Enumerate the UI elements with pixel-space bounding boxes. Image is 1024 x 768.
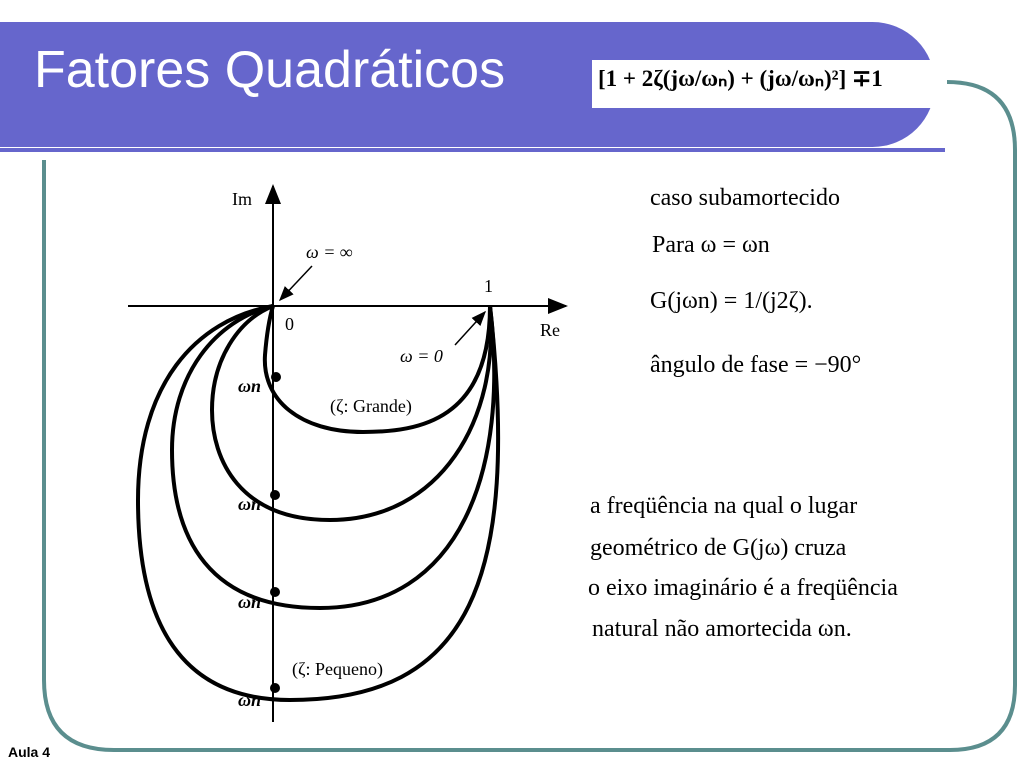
- text-phase-angle: ângulo de fase = −90°: [650, 352, 862, 378]
- text-paragraph-line-2: geométrico de G(jω) cruza: [590, 535, 847, 561]
- one-label: 1: [484, 276, 493, 296]
- zeta-small-label: (ζ: Pequeno): [292, 659, 383, 679]
- omega-n-label-3: ωn: [238, 592, 262, 612]
- omega-n-label-1: ωn: [238, 376, 262, 396]
- text-case-underdamped: caso subamortecido: [650, 185, 840, 211]
- omega-n-label-4: ωn: [238, 690, 262, 710]
- omega-n-label-2: ωn: [238, 494, 262, 514]
- zeta-large-label: (ζ: Grande): [330, 396, 412, 416]
- slide-title: Fatores Quadráticos: [34, 41, 506, 99]
- quadratic-factor-formula: [1 + 2ζ(jω/ωₙ) + (jω/ωₙ)²] ∓1: [592, 60, 940, 108]
- omega-inf-arrow: [280, 266, 312, 300]
- omega-zero-label: ω = 0: [400, 346, 443, 366]
- text-paragraph-line-3: o eixo imaginário é a freqüência: [588, 575, 898, 601]
- omega-n-point-1: [271, 372, 281, 382]
- omega-inf-label: ω = ∞: [306, 242, 353, 262]
- text-paragraph-line-4: natural não amortecida ωn.: [592, 616, 852, 642]
- text-paragraph-line-1: a freqüência na qual o lugar: [590, 493, 858, 519]
- origin-label: 0: [285, 314, 294, 334]
- im-axis-label: Im: [232, 189, 252, 209]
- text-g-at-omega-n: G(jωn) = 1/(j2ζ).: [650, 288, 813, 314]
- omega-n-point-3: [270, 587, 280, 597]
- omega-n-point-4: [270, 683, 280, 693]
- text-for-omega-n: Para ω = ωn: [652, 232, 770, 258]
- re-axis-label: Re: [540, 320, 560, 340]
- omega-n-point-2: [270, 490, 280, 500]
- omega-zero-arrow: [455, 312, 485, 345]
- footer-label: Aula 4: [8, 744, 51, 760]
